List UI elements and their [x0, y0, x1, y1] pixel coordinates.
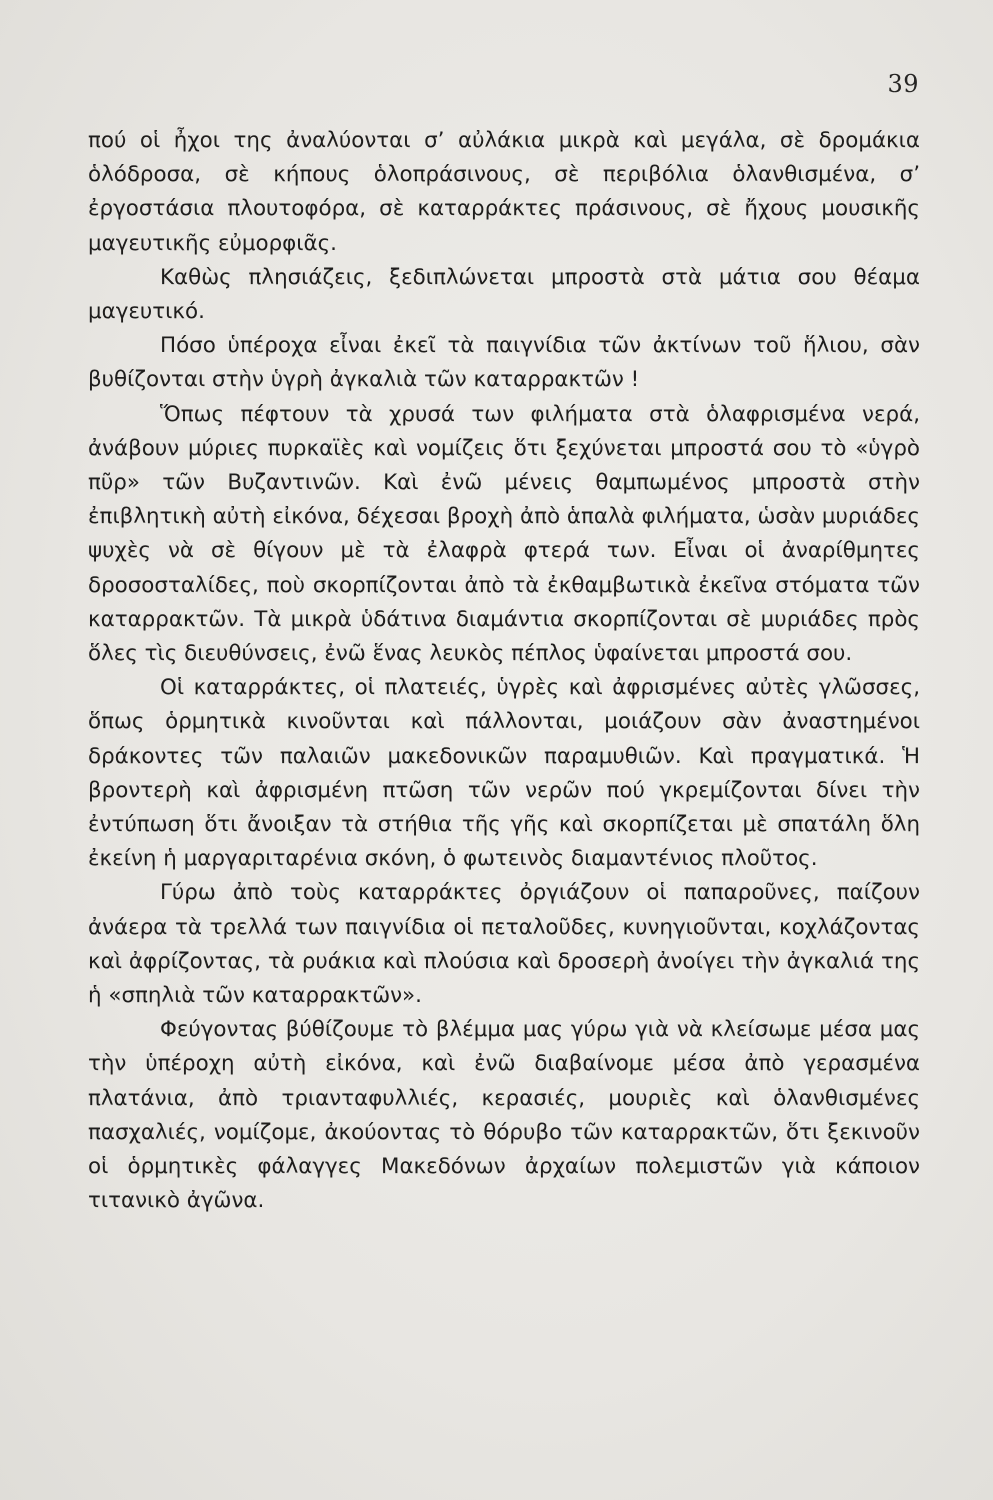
paragraph-6: Γύρω ἀπὸ τοὺς καταρράκτες ὀργιάζουν οἱ παπαροῦνες, παίζουν ἀνάερα τὰ τρελλά των παιγνίδια οἱ πεταλοῦδες, κυνηγιοῦνται, κοχλάζοντας καὶ ἀφρίζοντας, τὰ ρυάκια καὶ πλούσια καὶ δροσερὴ ἀνοίγει τὴν ἀγκαλιά της ἡ «σπηλιὰ τῶν καταρρακτῶν». [88, 880, 920, 1009]
paragraph-4: Ὅπως πέφτουν τὰ χρυσά των φιλήματα στὰ ὁλαφρισμένα νερά, ἀνάβουν μύριες πυρκαϊὲς καὶ νομίζεις ὅτι ξεχύνεται μπροστά σου τὸ «ὑγρὸ πῦρ» τῶν Βυζαντινῶν. Καὶ ἐνῶ μένεις θαμπωμένος μπροστὰ στὴν ἐπιβλητικὴ αὐτὴ εἰκόνα, δέχεσαι βροχὴ ἀπὸ ἁπαλὰ φιλήματα, ὡσὰν μυριάδες ψυχὲς νὰ σὲ θίγουν μὲ τὰ ἐλαφρὰ φτερά των. Εἶναι οἱ ἀναρίθμητες δροσοσταλίδες, ποὺ σκορπίζονται ἀπὸ τὰ ἐκθαμβωτικὰ ἐκεῖνα στόματα τῶν καταρρακτῶν. Τὰ μικρὰ ὑδάτινα διαμάντια σκορπίζονται σὲ μυριάδες πρὸς ὅλες τὶς διευθύνσεις, ἐνῶ ἕνας λευκὸς πέπλος ὑφαίνεται μπροστά σου. [88, 401, 920, 667]
paragraph-2: Καθὼς πλησιάζεις, ξεδιπλώνεται μπροστὰ στὰ μάτια σου θέαμα μαγευτικό. [88, 264, 920, 325]
paragraph-1: πού οἱ ἦχοι της ἀναλύονται σ’ αὐλάκια μικρὰ καὶ μεγάλα, σὲ δρομάκια ὁλόδροσα, σὲ κήπους ὁλοπράσινους, σὲ περιβόλια ὁλανθισμένα, σ’ ἐργοστάσια πλουτοφόρα, σὲ καταρράκτες πράσινους, σὲ ἤχους μουσικῆς μαγευτικῆς εὐμορφιᾶς. [88, 128, 920, 256]
paragraph-3: Πόσο ὑπέροχα εἶναι ἐκεῖ τὰ παιγνίδια τῶν ἀκτίνων τοῦ ἥλιου, σὰν βυθίζονται στὴν ὑγρὴ ἀγκαλιὰ τῶν καταρρακτῶν ! [88, 333, 920, 393]
paragraph-7: Φεύγοντας βύθίζουμε τὸ βλέμμα μας γύρω γιὰ νὰ κλείσωμε μέσα μας τὴν ὑπέροχη αὐτὴ εἰκόνα, καὶ ἐνῶ διαβαίνομε μέσα ἀπὸ γερασμένα πλατάνια, ἀπὸ τριανταφυλλιές, κερασιές, μουριὲς καὶ ὁλανθισμένες πασχαλιές, νομίζομε, ἀκούοντας τὸ θόρυβο τῶν καταρρακτῶν, ὅτι ξεκινοῦν οἱ ὁρμητικὲς φάλαγγες Μακεδόνων ἀρχαίων πολεμιστῶν γιὰ κάποιον τιτανικὸ ἀγῶνα. [88, 1017, 920, 1214]
paragraph-5: Οἱ καταρράκτες, οἱ πλατειές, ὑγρὲς καὶ ἀφρισμένες αὐτὲς γλῶσσες, ὅπως ὁρμητικὰ κινοῦνται καὶ πάλλονται, μοιάζουν σὰν ἀναστημένοι δράκοντες τῶν παλαιῶν μακεδονικῶν παραμυθιῶν. Καὶ πραγματικά. Ἡ βροντερὴ καὶ ἀφρισμένη πτῶση τῶν νερῶν πού γκρεμίζονται δίνει τὴν ἐντύπωση ὅτι ἄνοιξαν τὰ στήθια τῆς γῆς καὶ σκορπίζεται μὲ σπατάλη ὅλη ἐκείνη ἡ μαργαριταρένια σκόνη, ὁ φωτεινὸς διαμαντένιος πλοῦτος. [88, 675, 920, 872]
page-number: 39 [887, 70, 919, 98]
body-text [88, 124, 920, 1219]
